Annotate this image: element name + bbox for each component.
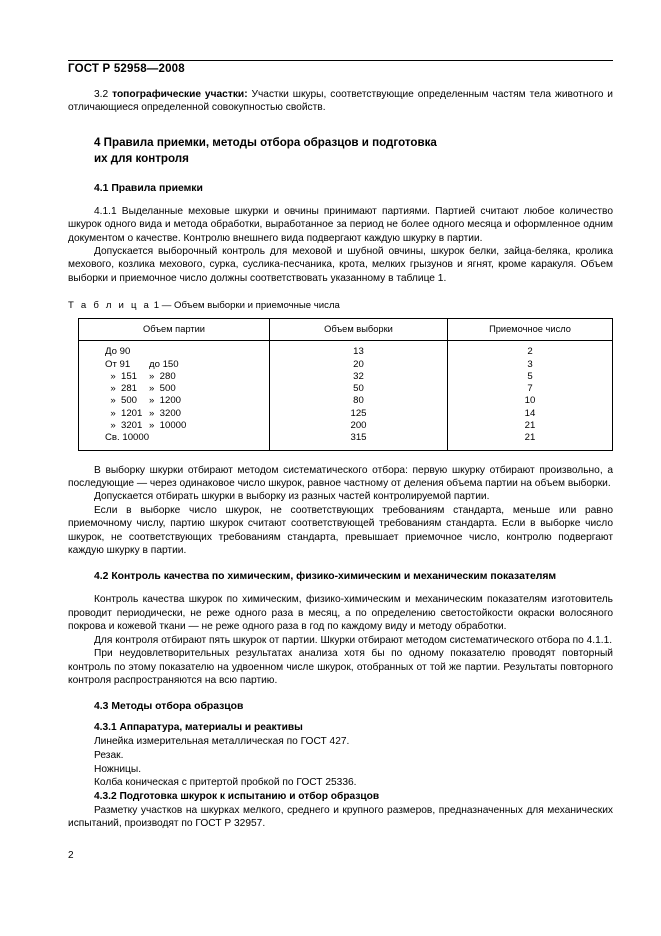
- clause-4-1-1: 4.1.1 Выделанные меховые шкурки и овчины принимают партиями. Партией считают любое количество шкурок одного вида и метода обработки, выработанное за период не более одного месяца и оформленное одним документом о качестве. Контролю внешнего вида подвергают каждую шкурку в партии.: [68, 205, 613, 244]
- cell-acceptance: [448, 395, 613, 407]
- header-rule: [68, 60, 613, 61]
- cell-lot-size: [79, 341, 270, 359]
- acceptance-value: 2: [527, 346, 533, 358]
- range-lower: » 151: [105, 370, 138, 382]
- cell-acceptance: [448, 359, 613, 371]
- apparatus-item: Резак.: [94, 749, 124, 761]
- range-upper: » 280: [149, 370, 176, 382]
- acceptance-value: 21: [524, 420, 536, 432]
- sample-value: 50: [353, 383, 364, 395]
- range-lower: До 90: [105, 346, 131, 358]
- acceptance-value: 21: [524, 432, 536, 444]
- column-header-sample-size: Объем выборки: [270, 319, 448, 341]
- section-4-heading-line2: их для контроля: [94, 151, 189, 165]
- section-4-2-heading: 4.2 Контроль качества по химическим, физико-химическим и механическим показателям: [94, 571, 557, 583]
- clause-3-2-number: 3.2: [94, 89, 109, 100]
- cell-lot-size: [79, 371, 270, 383]
- clause-4-2-p2: Для контроля отбирают пять шкурок от партии. Шкурки отбирают методом систематического отбора по 4.1.1.: [94, 634, 613, 646]
- clause-4-2-p1: Контроль качества шкурок по химическим, физико-химическим и механическим показателям изготовитель проводит периодически, не реже одного раза в месяц, а по определению светостойкости окраски волосяного покрова и кожевой ткани — не реже одного раза в год по каждому виду и методу обработки.: [68, 594, 613, 633]
- sample-value: 20: [353, 358, 364, 370]
- table-row: [79, 432, 613, 450]
- cell-lot-size: [79, 408, 270, 420]
- range-upper: до 150: [149, 358, 179, 370]
- acceptance-value: 5: [527, 370, 533, 382]
- cell-lot-size: [79, 432, 270, 450]
- acceptance-value: 10: [524, 395, 536, 407]
- table-body: [79, 341, 613, 450]
- table-row: [79, 371, 613, 383]
- cell-acceptance: [448, 341, 613, 359]
- cell-sample-size: [270, 359, 448, 371]
- section-4-1-heading: 4.1 Правила приемки: [94, 182, 203, 194]
- cell-lot-size: [79, 383, 270, 395]
- acceptance-value: 7: [527, 383, 533, 395]
- cell-sample-size: [270, 341, 448, 359]
- clause-3-2-term: топографические участки:: [112, 89, 248, 100]
- section-4-3-1-heading: 4.3.1 Аппаратура, материалы и реактивы: [94, 722, 303, 734]
- cell-sample-size: [270, 432, 448, 450]
- cell-lot-size: [79, 420, 270, 432]
- cell-acceptance: [448, 383, 613, 395]
- sample-value: 32: [353, 370, 364, 382]
- sample-value: 80: [353, 395, 364, 407]
- cell-sample-size: [270, 420, 448, 432]
- cell-sample-size: [270, 371, 448, 383]
- acceptance-value: 14: [524, 407, 536, 419]
- acceptance-value: 3: [527, 358, 533, 370]
- range-lower: » 3201: [105, 420, 143, 432]
- clause-3-2: [68, 88, 613, 115]
- apparatus-item: Линейка измерительная металлическая по ГОСТ 427.: [94, 736, 350, 748]
- cell-lot-size: [79, 359, 270, 371]
- cell-lot-size: [79, 395, 270, 407]
- range-lower: » 1201: [105, 407, 143, 419]
- section-4-heading: [68, 135, 613, 167]
- cell-sample-size: [270, 408, 448, 420]
- cell-acceptance: [448, 371, 613, 383]
- range-lower: Св. 10000: [105, 432, 150, 444]
- range-upper: » 10000: [149, 420, 187, 432]
- table-row: [79, 383, 613, 395]
- document-header: ГОСТ Р 52958—2008: [68, 63, 185, 75]
- clause-4-1-1-p5: Если в выборке число шкурок, не соответствующих требованиям стандарта, меньше или равно приемочному числу, партию шкурок считают соответствующей требованиям стандарта. Если в выборке число шкурок, не соответствующих требованиям стандарта, превышает приемочное число, контролю подвергают каждую шкурку в партии.: [68, 504, 613, 557]
- section-4-3-2-heading: 4.3.2 Подготовка шкурок к испытанию и отбор образцов: [94, 790, 380, 802]
- range-lower: » 500: [105, 395, 138, 407]
- cell-acceptance: [448, 432, 613, 450]
- page-number: 2: [68, 850, 74, 861]
- clause-4-1-1-p3: В выборку шкурки отбирают методом систематического отбора: первую шкурку отбирают произвольно, а последующие — через одинаковое число шкурок, равное частному от деления объема партии на объем выборки.: [68, 464, 613, 490]
- table-row: [79, 395, 613, 407]
- apparatus-item: Колба коническая с притертой пробкой по ГОСТ 25336.: [94, 777, 357, 789]
- clause-4-3-2-text: Разметку участков на шкурках мелкого, среднего и крупного размеров, предназначенных для механических испытаний, производят по ГОСТ Р 32957.: [68, 804, 613, 830]
- section-4-heading-line1: 4 Правила приемки, методы отбора образцов и подготовка: [94, 135, 437, 149]
- column-header-acceptance-number: Приемочное число: [448, 319, 613, 341]
- document-body: [68, 88, 613, 831]
- table-row: [79, 341, 613, 359]
- cell-acceptance: [448, 420, 613, 432]
- table-1-caption-label: Т а б л и ц а: [68, 300, 152, 312]
- range-upper: » 1200: [149, 395, 182, 407]
- range-lower: » 281: [105, 383, 138, 395]
- clause-3-2-text: Участки шкуры, соответствующие определенным частям тела животного и отличающиеся определенной совокупностью свойств.: [68, 89, 613, 114]
- sample-value: 315: [350, 432, 367, 444]
- clause-4-1-1-p2: Допускается выборочный контроль для меховой и шубной овчины, шкурок белки, зайца-беляка, кролика мехового, козлика мехового, сурка, суслика-песчаника, крота, мелких грызунов и ягнят, кроме каракуля. Объем выборки и приемочное число должны соответствовать указанному в таблице 1.: [68, 246, 613, 284]
- clause-4-1-1-p4: Допускается отбирать шкурки в выборку из разных частей контролируемой партии.: [94, 491, 490, 503]
- table-1-caption-text: 1 — Объем выборки и приемочные числа: [153, 300, 340, 312]
- cell-sample-size: [270, 395, 448, 407]
- table-1-caption: [68, 299, 613, 312]
- range-upper: » 3200: [149, 407, 182, 419]
- table-row: [79, 408, 613, 420]
- table-header-row: [79, 319, 613, 341]
- cell-sample-size: [270, 383, 448, 395]
- cell-acceptance: [448, 408, 613, 420]
- column-header-lot-size: Объем партии: [79, 319, 270, 341]
- table-1: [78, 318, 613, 450]
- range-upper: » 500: [149, 383, 176, 395]
- range-lower: От 91: [105, 358, 131, 370]
- clause-4-2-p3: При неудовлетворительных результатах анализа хотя бы по одному показателю проводят повторный контроль по этому показателю на удвоенном числе шкурок, отобранных от той же партии. Результаты повторного контроля распространяются на всю партию.: [68, 648, 613, 686]
- apparatus-item: Ножницы.: [94, 763, 142, 775]
- sample-value: 13: [353, 346, 364, 358]
- sample-value: 125: [350, 407, 367, 419]
- sample-value: 200: [350, 420, 367, 432]
- section-4-3-heading: 4.3 Методы отбора образцов: [94, 701, 244, 713]
- table-row: [79, 359, 613, 371]
- table-row: [79, 420, 613, 432]
